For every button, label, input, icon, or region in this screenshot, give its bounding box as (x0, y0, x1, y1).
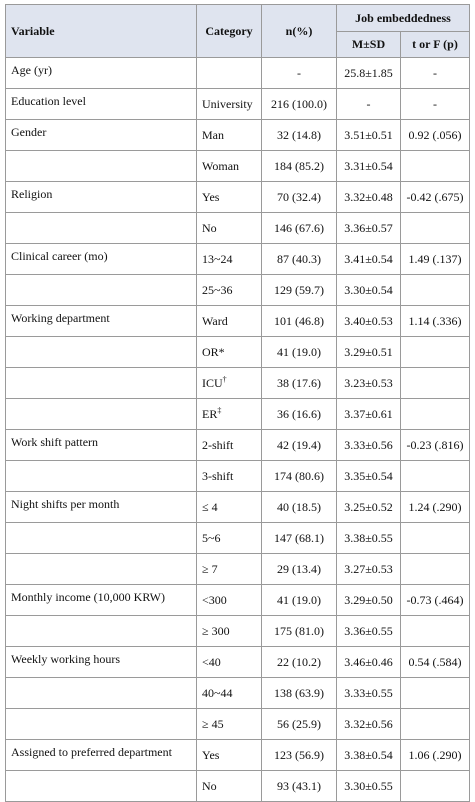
cell-n-percent-text: 101 (46.8) (274, 313, 324, 328)
cell-mean-sd (337, 523, 401, 554)
cell-n-percent (262, 554, 337, 585)
cell-mean-sd (337, 151, 401, 182)
cell-t-or-f (401, 244, 470, 275)
table-row (6, 771, 470, 802)
cell-category-text: Yes (202, 747, 220, 762)
cell-variable-text: Religion (11, 187, 53, 201)
cell-mean-sd-text: 25.8±1.85 (344, 65, 393, 80)
cell-t-or-f (401, 616, 470, 647)
cell-n-percent-text: - (297, 65, 301, 80)
cell-category (197, 275, 262, 306)
cell-mean-sd-text: 3.40±0.53 (344, 313, 393, 328)
cell-category (197, 58, 262, 89)
cell-mean-sd-text: 3.33±0.56 (344, 437, 393, 452)
cell-category-text: No (202, 778, 217, 793)
cell-n-percent-text: 93 (43.1) (277, 778, 321, 793)
cell-t-or-f-text: 1.24 (.290) (408, 499, 462, 514)
cell-category (197, 89, 262, 120)
cell-category-text: OR* (202, 344, 225, 359)
cell-t-or-f (401, 275, 470, 306)
table-body (6, 58, 470, 802)
cell-variable (6, 554, 197, 585)
cell-n-percent-text: 32 (14.8) (277, 127, 321, 142)
cell-mean-sd-text: 3.30±0.54 (344, 282, 393, 297)
cell-n-percent (262, 709, 337, 740)
cell-t-or-f-text: 1.49 (.137) (408, 251, 462, 266)
cell-n-percent (262, 368, 337, 399)
cell-n-percent-text: 147 (68.1) (274, 530, 324, 545)
cell-n-percent-text: 216 (100.0) (271, 96, 327, 111)
cell-mean-sd (337, 585, 401, 616)
cell-mean-sd-text: 3.38±0.55 (344, 530, 393, 545)
cell-n-percent (262, 585, 337, 616)
table-row (6, 213, 470, 244)
cell-category (197, 368, 262, 399)
table-row (6, 120, 470, 151)
cell-n-percent (262, 492, 337, 523)
cell-category (197, 771, 262, 802)
cell-n-percent (262, 399, 337, 430)
cell-t-or-f-text: - (433, 96, 437, 111)
table-row (6, 275, 470, 306)
cell-category-text: ≥ 7 (202, 561, 218, 576)
cell-n-percent (262, 430, 337, 461)
cell-n-percent (262, 244, 337, 275)
cell-variable (6, 678, 197, 709)
cell-t-or-f-text: -0.42 (.675) (406, 189, 464, 204)
cell-category-text: 3-shift (202, 468, 234, 483)
cell-category (197, 399, 262, 430)
cell-category-text: 13~24 (202, 251, 233, 266)
cell-mean-sd (337, 647, 401, 678)
cell-mean-sd-text: 3.32±0.56 (344, 716, 393, 731)
cell-n-percent (262, 523, 337, 554)
cell-variable (6, 337, 197, 368)
cell-n-percent (262, 275, 337, 306)
cell-mean-sd-text: 3.41±0.54 (344, 251, 393, 266)
table-row (6, 182, 470, 213)
cell-t-or-f (401, 89, 470, 120)
cell-category-text: No (202, 220, 217, 235)
header-job-embeddedness: Job embeddedness (337, 5, 470, 32)
cell-variable (6, 368, 197, 399)
cell-variable (6, 461, 197, 492)
cell-t-or-f-text: -0.23 (.816) (406, 437, 464, 452)
cell-n-percent (262, 151, 337, 182)
cell-n-percent-text: 41 (19.0) (277, 344, 321, 359)
cell-category-text: 5~6 (202, 530, 221, 545)
cell-n-percent (262, 337, 337, 368)
cell-t-or-f (401, 337, 470, 368)
cell-t-or-f (401, 430, 470, 461)
footnote-mark: † (222, 374, 227, 384)
cell-n-percent (262, 616, 337, 647)
cell-t-or-f (401, 213, 470, 244)
cell-t-or-f (401, 709, 470, 740)
cell-t-or-f-text: 0.92 (.056) (408, 127, 462, 142)
cell-t-or-f (401, 523, 470, 554)
cell-category (197, 554, 262, 585)
header-t-or-f: t or F (p) (401, 32, 470, 58)
table-row (6, 554, 470, 585)
cell-category (197, 430, 262, 461)
table-container (5, 4, 470, 802)
cell-variable (6, 771, 197, 802)
cell-mean-sd-text: 3.36±0.55 (344, 623, 393, 638)
cell-n-percent-text: 29 (13.4) (277, 561, 321, 576)
cell-t-or-f (401, 306, 470, 337)
cell-category-text: Man (202, 127, 224, 142)
cell-category (197, 213, 262, 244)
cell-variable (6, 120, 197, 151)
cell-t-or-f (401, 120, 470, 151)
cell-n-percent-text: 138 (63.9) (274, 685, 324, 700)
cell-mean-sd-text: 3.36±0.57 (344, 220, 393, 235)
cell-mean-sd-text: 3.25±0.52 (344, 499, 393, 514)
table-row (6, 647, 470, 678)
job-embeddedness-table (5, 4, 470, 802)
cell-t-or-f (401, 678, 470, 709)
cell-mean-sd-text: 3.46±0.46 (344, 654, 393, 669)
cell-t-or-f-text: - (433, 65, 437, 80)
cell-n-percent (262, 120, 337, 151)
table-row (6, 616, 470, 647)
cell-variable (6, 213, 197, 244)
cell-category (197, 492, 262, 523)
cell-variable-text: Weekly working hours (11, 652, 121, 666)
table-row (6, 492, 470, 523)
cell-mean-sd-text: 3.32±0.48 (344, 189, 393, 204)
cell-n-percent (262, 213, 337, 244)
cell-category (197, 647, 262, 678)
cell-variable (6, 492, 197, 523)
cell-mean-sd (337, 740, 401, 771)
cell-variable (6, 399, 197, 430)
cell-category (197, 306, 262, 337)
table-row (6, 89, 470, 120)
cell-n-percent-text: 70 (32.4) (277, 189, 321, 204)
cell-t-or-f (401, 461, 470, 492)
cell-t-or-f-text: -0.73 (.464) (406, 592, 464, 607)
cell-mean-sd (337, 492, 401, 523)
table-row (6, 740, 470, 771)
cell-category-text: <300 (202, 592, 227, 607)
cell-n-percent (262, 647, 337, 678)
cell-variable (6, 647, 197, 678)
cell-category (197, 740, 262, 771)
cell-mean-sd (337, 182, 401, 213)
cell-n-percent-text: 129 (59.7) (274, 282, 324, 297)
cell-n-percent (262, 461, 337, 492)
cell-t-or-f (401, 647, 470, 678)
cell-category (197, 678, 262, 709)
cell-category-text: <40 (202, 654, 221, 669)
table-row (6, 399, 470, 430)
cell-mean-sd-text: 3.30±0.55 (344, 778, 393, 793)
cell-n-percent-text: 87 (40.3) (277, 251, 321, 266)
cell-category-text: 2-shift (202, 437, 234, 452)
cell-n-percent-text: 146 (67.6) (274, 220, 324, 235)
cell-n-percent-text: 56 (25.9) (277, 716, 321, 731)
cell-category (197, 461, 262, 492)
cell-variable (6, 616, 197, 647)
cell-t-or-f-text: 1.06 (.290) (408, 747, 462, 762)
cell-mean-sd-text: 3.35±0.54 (344, 468, 393, 483)
cell-variable (6, 523, 197, 554)
cell-variable-text: Age (yr) (11, 63, 52, 77)
table-row (6, 678, 470, 709)
cell-variable-text: Night shifts per month (11, 497, 120, 511)
cell-mean-sd (337, 306, 401, 337)
cell-n-percent (262, 771, 337, 802)
cell-variable (6, 151, 197, 182)
cell-mean-sd (337, 244, 401, 275)
cell-n-percent (262, 182, 337, 213)
cell-n-percent (262, 740, 337, 771)
cell-category-text: Yes (202, 189, 220, 204)
cell-n-percent-text: 42 (19.4) (277, 437, 321, 452)
cell-variable (6, 430, 197, 461)
cell-n-percent-text: 184 (85.2) (274, 158, 324, 173)
header-category: Category (197, 5, 262, 58)
table-row (6, 244, 470, 275)
header-n-percent: n(%) (262, 5, 337, 58)
cell-category-text: ICU (202, 375, 223, 390)
cell-mean-sd-text: 3.31±0.54 (344, 158, 393, 173)
cell-category (197, 523, 262, 554)
cell-variable (6, 275, 197, 306)
cell-mean-sd (337, 771, 401, 802)
cell-category-text: ER (202, 406, 218, 421)
cell-variable-text: Education level (11, 94, 86, 108)
cell-mean-sd-text: 3.29±0.50 (344, 592, 393, 607)
cell-category-text: ≤ 4 (202, 499, 218, 514)
table-row (6, 58, 470, 89)
cell-mean-sd-text: 3.51±0.51 (344, 127, 393, 142)
cell-t-or-f (401, 182, 470, 213)
cell-mean-sd (337, 709, 401, 740)
table-row (6, 585, 470, 616)
cell-mean-sd (337, 678, 401, 709)
table-header (6, 5, 470, 58)
cell-mean-sd (337, 89, 401, 120)
cell-category-text: University (202, 96, 253, 111)
cell-variable (6, 709, 197, 740)
cell-variable-text: Clinical career (mo) (11, 249, 108, 263)
cell-t-or-f (401, 58, 470, 89)
cell-category-text: Ward (202, 313, 228, 328)
cell-category-text: ≥ 300 (202, 623, 230, 638)
cell-mean-sd (337, 58, 401, 89)
cell-variable-text: Monthly income (10,000 KRW) (11, 590, 165, 604)
cell-category-text: 25~36 (202, 282, 233, 297)
cell-mean-sd (337, 368, 401, 399)
footnote-mark: ‡ (217, 405, 222, 415)
cell-variable-text: Work shift pattern (11, 435, 99, 449)
cell-mean-sd-text: 3.29±0.51 (344, 344, 393, 359)
cell-n-percent-text: 36 (16.6) (277, 406, 321, 421)
cell-category (197, 585, 262, 616)
table-row (6, 306, 470, 337)
table-row (6, 461, 470, 492)
table-row (6, 709, 470, 740)
cell-mean-sd (337, 337, 401, 368)
cell-n-percent-text: 174 (80.6) (274, 468, 324, 483)
table-row (6, 151, 470, 182)
cell-category (197, 709, 262, 740)
cell-category (197, 337, 262, 368)
cell-n-percent (262, 89, 337, 120)
cell-mean-sd-text: 3.33±0.55 (344, 685, 393, 700)
cell-n-percent (262, 58, 337, 89)
cell-mean-sd (337, 616, 401, 647)
cell-t-or-f (401, 368, 470, 399)
cell-mean-sd (337, 213, 401, 244)
cell-category-text: ≥ 45 (202, 716, 224, 731)
header-variable: Variable (6, 5, 197, 58)
cell-variable (6, 306, 197, 337)
cell-mean-sd-text: 3.27±0.53 (344, 561, 393, 576)
cell-variable (6, 740, 197, 771)
cell-n-percent (262, 306, 337, 337)
cell-t-or-f (401, 740, 470, 771)
cell-category (197, 244, 262, 275)
cell-mean-sd-text: 3.38±0.54 (344, 747, 393, 762)
cell-category (197, 182, 262, 213)
cell-mean-sd (337, 554, 401, 585)
cell-t-or-f-text: 0.54 (.584) (408, 654, 462, 669)
header-mean-sd: M±SD (337, 32, 401, 58)
cell-t-or-f (401, 399, 470, 430)
cell-mean-sd (337, 430, 401, 461)
cell-variable (6, 89, 197, 120)
cell-variable (6, 182, 197, 213)
cell-t-or-f-text: 1.14 (.336) (408, 313, 462, 328)
cell-category-text: Woman (202, 158, 240, 173)
cell-category (197, 151, 262, 182)
cell-mean-sd (337, 461, 401, 492)
cell-t-or-f (401, 771, 470, 802)
cell-n-percent-text: 41 (19.0) (277, 592, 321, 607)
cell-category-text: 40~44 (202, 685, 233, 700)
cell-variable-text: Working department (11, 311, 110, 325)
table-row (6, 368, 470, 399)
cell-mean-sd-text: - (366, 96, 371, 111)
cell-n-percent-text: 22 (10.2) (277, 654, 321, 669)
cell-mean-sd (337, 275, 401, 306)
cell-n-percent (262, 678, 337, 709)
cell-n-percent-text: 123 (56.9) (274, 747, 324, 762)
cell-mean-sd-text: 3.23±0.53 (344, 375, 393, 390)
cell-mean-sd (337, 120, 401, 151)
cell-n-percent-text: 38 (17.6) (277, 375, 321, 390)
cell-variable-text: Gender (11, 125, 47, 139)
cell-t-or-f (401, 554, 470, 585)
cell-n-percent-text: 40 (18.5) (277, 499, 321, 514)
cell-t-or-f (401, 585, 470, 616)
cell-mean-sd (337, 399, 401, 430)
cell-category (197, 120, 262, 151)
cell-variable (6, 585, 197, 616)
table-row (6, 430, 470, 461)
cell-variable (6, 58, 197, 89)
table-row (6, 523, 470, 554)
cell-t-or-f (401, 492, 470, 523)
cell-category (197, 616, 262, 647)
cell-variable-text: Assigned to preferred department (11, 745, 172, 759)
cell-t-or-f (401, 151, 470, 182)
table-row (6, 337, 470, 368)
cell-mean-sd-text: 3.37±0.61 (344, 406, 393, 421)
cell-n-percent-text: 175 (81.0) (274, 623, 324, 638)
cell-variable (6, 244, 197, 275)
